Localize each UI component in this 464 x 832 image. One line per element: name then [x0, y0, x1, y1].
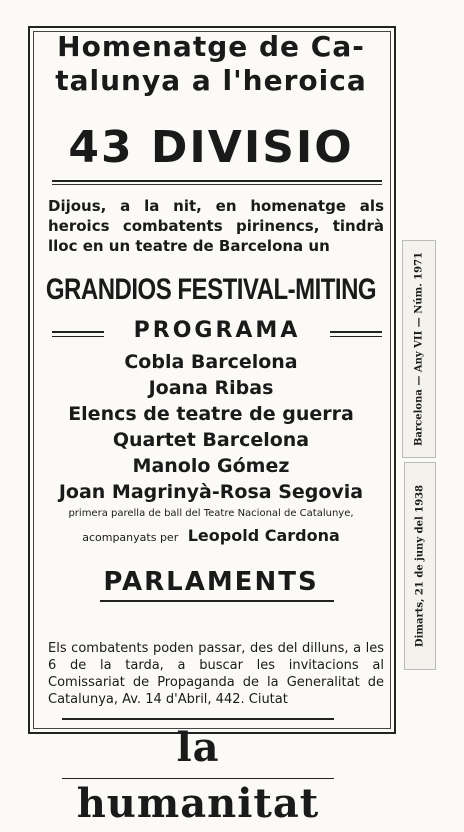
intro-paragraph: Dijous, a la nit, en homenatge als heroics combatents pirinencs, tindrà lloc en un teatre de Barcelona un [48, 197, 384, 255]
programa-heading-row [52, 318, 382, 346]
date-stamp [404, 462, 436, 670]
date-stamp-text: Dimarts, 21 de juny del 1938 [414, 484, 426, 648]
issue-stamp [402, 240, 436, 458]
headline-division: 43 DIVISIO [68, 122, 354, 173]
program-item: Joana Ribas [148, 377, 274, 399]
parlaments-underline [100, 600, 334, 602]
program-item: Cobla Barcelona [124, 351, 298, 373]
closing-paragraph: Els combatents poden passar, des del dilluns, a les 6 de la tarda, a buscar les invitacions al Comissariat de Propaganda de la Generalitat de Catalunya, Av. 14 d'Abril, 442. Ciutat [48, 641, 384, 707]
newspaper-masthead [62, 718, 334, 827]
masthead-title: la humanitat [76, 724, 320, 827]
headline-line-2: talunya a l'heroica [55, 64, 367, 97]
accompaniment-name: Leopold Cardona [187, 526, 340, 545]
issue-stamp-text: Barcelona — Any VII — Núm. 1971 [413, 251, 425, 447]
divider-top [52, 180, 382, 182]
programa-rule-left [52, 331, 104, 333]
festival-heading: GRANDIOS FESTIVAL-MITING [45, 272, 377, 307]
program-item: Quartet Barcelona [112, 429, 310, 451]
programa-heading: PROGRAMA [133, 318, 301, 343]
program-item: Elencs de teatre de guerra [68, 403, 354, 425]
accompaniment-line [36, 526, 386, 545]
programa-rule-right [330, 331, 382, 333]
program-item: Manolo Gómez [132, 455, 290, 477]
parlaments-heading: PARLAMENTS [103, 567, 319, 597]
headline-line-1: Homenatge de Ca- [57, 30, 365, 63]
accompaniment-prefix: acompanyats per [82, 531, 179, 544]
divider-top-thin [52, 184, 382, 185]
program-item: Joan Magrinyà-Rosa Segovia [58, 481, 364, 503]
program-note: primera parella de ball del Teatre Nacional de Catalunye, [68, 508, 354, 519]
